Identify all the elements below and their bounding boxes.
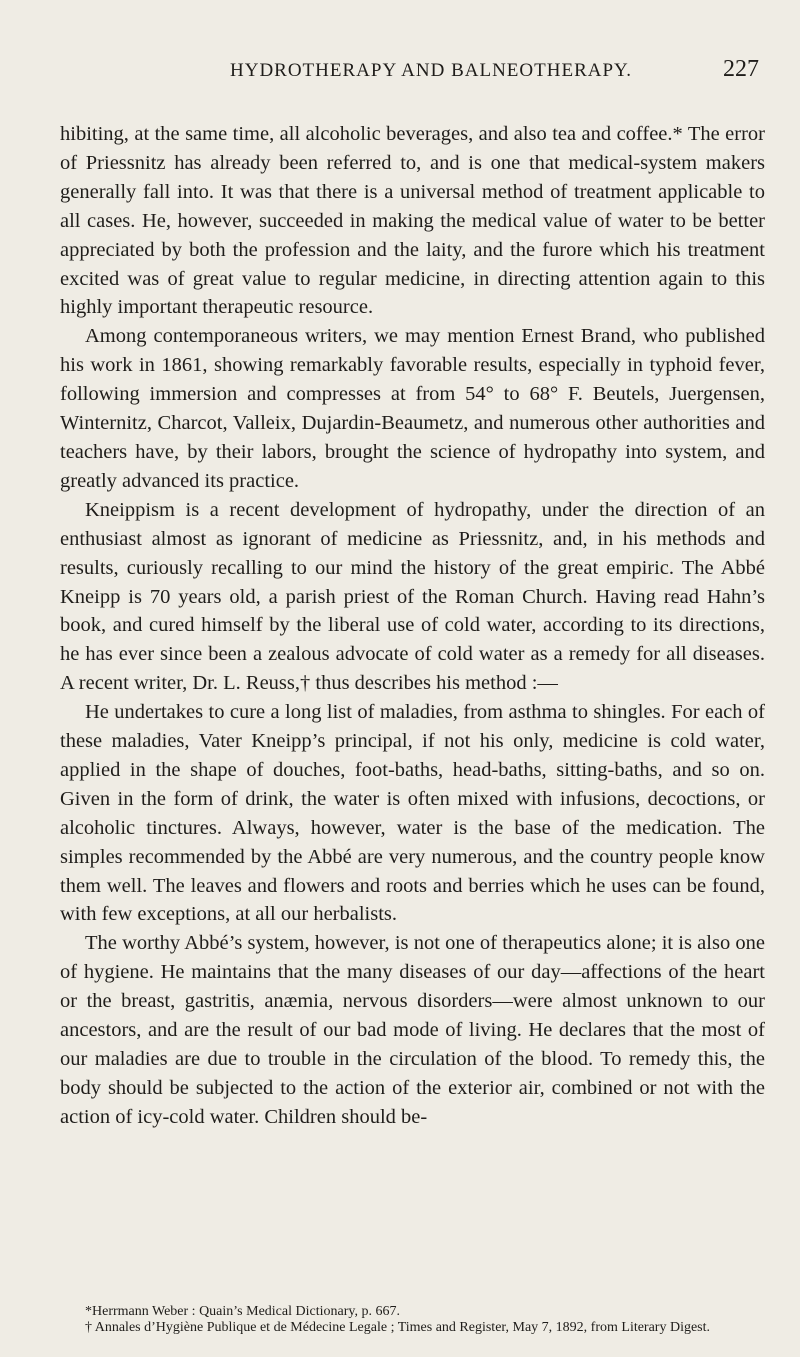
footnote-2: † Annales d’Hygiène Publique et de Médecine Legale ; Times and Register, May 7, 1892, from Literary Digest.	[85, 1320, 711, 1335]
paragraph-4-quote: He undertakes to cure a long list of maladies, from asthma to shingles. For each of these maladies, Vater Kneipp’s principal, if not his only, medicine is cold water, applied in the shape of douches, foot-baths, head-baths, sitting-baths, and so on. Given in the form of drink, the water is often mixed with infusions, decoctions, or alcoholic tinctures. Always, however, water is the base of the medication. The simples recommended by the Abbé are very numerous, and the country people know them well. The leaves and flowers and roots and berries which he uses can be found, with few exceptions, at all our herbalists.	[60, 701, 765, 926]
paragraph-1: hibiting, at the same time, all alcoholic beverages, and also tea and coffee.* The error of Priessnitz has already been referred to, and is one that medical-system makers generally fall into. It was that there is a universal method of treatment applicable to all cases. He, however, succeeded in making the medical value of water to be better appreciated by both the profession and the laity, and the furore which his treatment excited was of great value to regular medicine, in directing attention again to this highly important therapeutic resource.	[60, 123, 765, 319]
footnote-1: *Herrmann Weber : Quain’s Medical Dictionary, p. 667.	[85, 1304, 400, 1319]
paragraph-5: The worthy Abbé’s system, however, is not one of therapeutics alone; it is also one of hygiene. He maintains that the many diseases of our day—affections of the heart or the breast, gastritis, anæmia, nervous disorders—were almost unknown to our ancestors, and are the result of our bad mode of living. He declares that the most of our maladies are due to trouble in the circulation of the blood. To remedy this, the body should be subjected to the action of the exterior air, combined or not with the action of icy-cold water. Children should be-	[60, 932, 765, 1128]
footnotes	[60, 1304, 765, 1336]
page-number: 227	[723, 56, 759, 82]
running-head: HYDROTHERAPY AND BALNEOTHERAPY.	[230, 60, 633, 81]
paragraph-3: Kneippism is a recent development of hydropathy, under the direction of an enthusiast almost as ignorant of medicine as Priessnitz, and, in his methods and results, curiously recalling to our mind the history of the great empiric. The Abbé Kneipp is 70 years old, a parish priest of the Roman Church. Having read Hahn’s book, and cured himself by the liberal use of cold water, according to its directions, he has ever since been a zealous advocate of cold water as a remedy for all diseases. A recent writer, Dr. L. Reuss,† thus describes his method :—	[60, 498, 765, 695]
paragraph-2: Among contemporaneous writers, we may mention Ernest Brand, who published his work in 1861, showing remarkably favorable results, especially in typhoid fever, following immersion and compresses at from 54° to 68° F. Beutels, Juergensen, Winternitz, Charcot, Valleix, Dujardin-Beaumetz, and numerous other authorities and teachers have, by their labors, brought the science of hydropathy into system, and greatly advanced its practice.	[60, 325, 765, 492]
body-text	[60, 120, 765, 1132]
